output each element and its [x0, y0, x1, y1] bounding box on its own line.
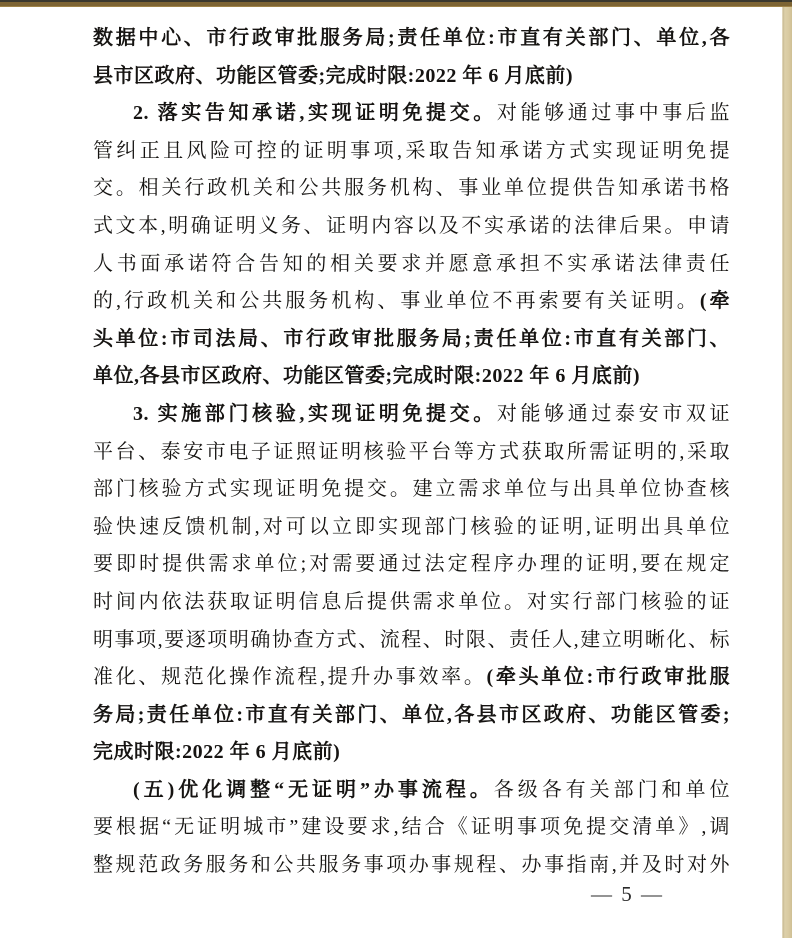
text-run: 对能够通过事中事后监: [496, 102, 731, 125]
text-line: [93, 246, 730, 284]
text-line: [93, 772, 730, 810]
text-line: [93, 396, 730, 434]
text-line: [93, 659, 730, 697]
bold-text-run: 3. 实施部门核验,实现证明免提交。: [133, 402, 497, 425]
text-run: 管纠正且风险可控的证明事项,采取告知承诺方式实现证明免提: [93, 139, 730, 162]
text-run: 时间内依法获取证明信息后提供需求单位。对实行部门核验的证: [93, 590, 730, 613]
text-run: 各级各有关部门和单位: [493, 778, 730, 801]
text-line: [93, 546, 730, 584]
text-line: [93, 622, 730, 660]
scan-top-edge-bar: [0, 0, 792, 7]
text-run: 部门核验方式实现证明免提交。建立需求单位与出具单位协查核: [93, 478, 730, 501]
text-line: [93, 584, 730, 622]
text-run: 明事项,要逐项明确协查方式、流程、时限、责任人,建立明晰化、标: [93, 628, 730, 651]
text-line: [93, 283, 730, 321]
bold-text-run: 务局;责任单位:市直有关部门、单位,各县市区政府、功能区管委;: [93, 703, 730, 726]
text-line: [93, 509, 730, 547]
text-line: [93, 95, 730, 133]
text-run: 要根据“无证明城市”建设要求,结合《证明事项免提交清单》,调: [93, 816, 730, 839]
bold-text-run: (牵: [699, 290, 731, 313]
text-run: 对能够通过泰安市双证: [496, 402, 731, 425]
text-line: [93, 434, 730, 472]
bold-text-run: 完成时限:2022 年 6 月底前): [93, 741, 341, 764]
bold-text-run: 县市区政府、功能区管委;完成时限:2022 年 6 月底前): [93, 64, 573, 87]
text-line: [93, 471, 730, 509]
text-run: 整规范政务服务和公共服务事项办事规程、办事指南,并及时对外: [93, 854, 730, 877]
text-line: [93, 133, 730, 171]
bold-text-run: (五)优化调整“无证明”办事流程。: [133, 778, 494, 801]
text-run: 交。相关行政机关和公共服务机构、事业单位提供告知承诺书格: [93, 177, 730, 200]
text-line: [93, 809, 730, 847]
text-line: [93, 58, 730, 96]
text-line: [93, 358, 730, 396]
scan-right-edge-strip: [782, 7, 792, 938]
bold-text-run: 头单位:市司法局、市行政审批服务局;责任单位:市直有关部门、: [93, 327, 730, 350]
text-run: 准化、规范化操作流程,提升办事效率。: [93, 666, 487, 689]
bold-text-run: 2. 落实告知承诺,实现证明免提交。: [133, 102, 497, 125]
text-run: 人书面承诺符合告知的相关要求并愿意承担不实承诺法律责任: [93, 252, 730, 275]
bold-text-run: (牵头单位:市行政审批服: [486, 666, 731, 689]
document-lines: [93, 20, 730, 885]
text-line: [93, 170, 730, 208]
text-line: [93, 697, 730, 735]
text-line: [93, 321, 730, 359]
bold-text-run: 单位,各县市区政府、功能区管委;完成时限:2022 年 6 月底前): [93, 365, 640, 388]
text-line: [93, 208, 730, 246]
text-run: 式文本,明确证明义务、证明内容以及不实承诺的法律后果。申请: [93, 214, 730, 237]
text-run: 平台、泰安市电子证照证明核验平台等方式获取所需证明的,采取: [93, 440, 730, 463]
text-line: [93, 734, 730, 772]
text-run: 验快速反馈机制,对可以立即实现部门核验的证明,证明出具单位: [93, 515, 730, 538]
text-run: 要即时提供需求单位;对需要通过法定程序办理的证明,要在规定: [93, 553, 730, 576]
bold-text-run: 数据中心、市行政审批服务局;责任单位:市直有关部门、单位,各: [93, 27, 730, 49]
text-run: 的,行政机关和公共服务机构、事业单位不再索要有关证明。: [93, 290, 700, 313]
text-line: [93, 20, 730, 58]
page-number: — 5 —: [591, 882, 664, 906]
